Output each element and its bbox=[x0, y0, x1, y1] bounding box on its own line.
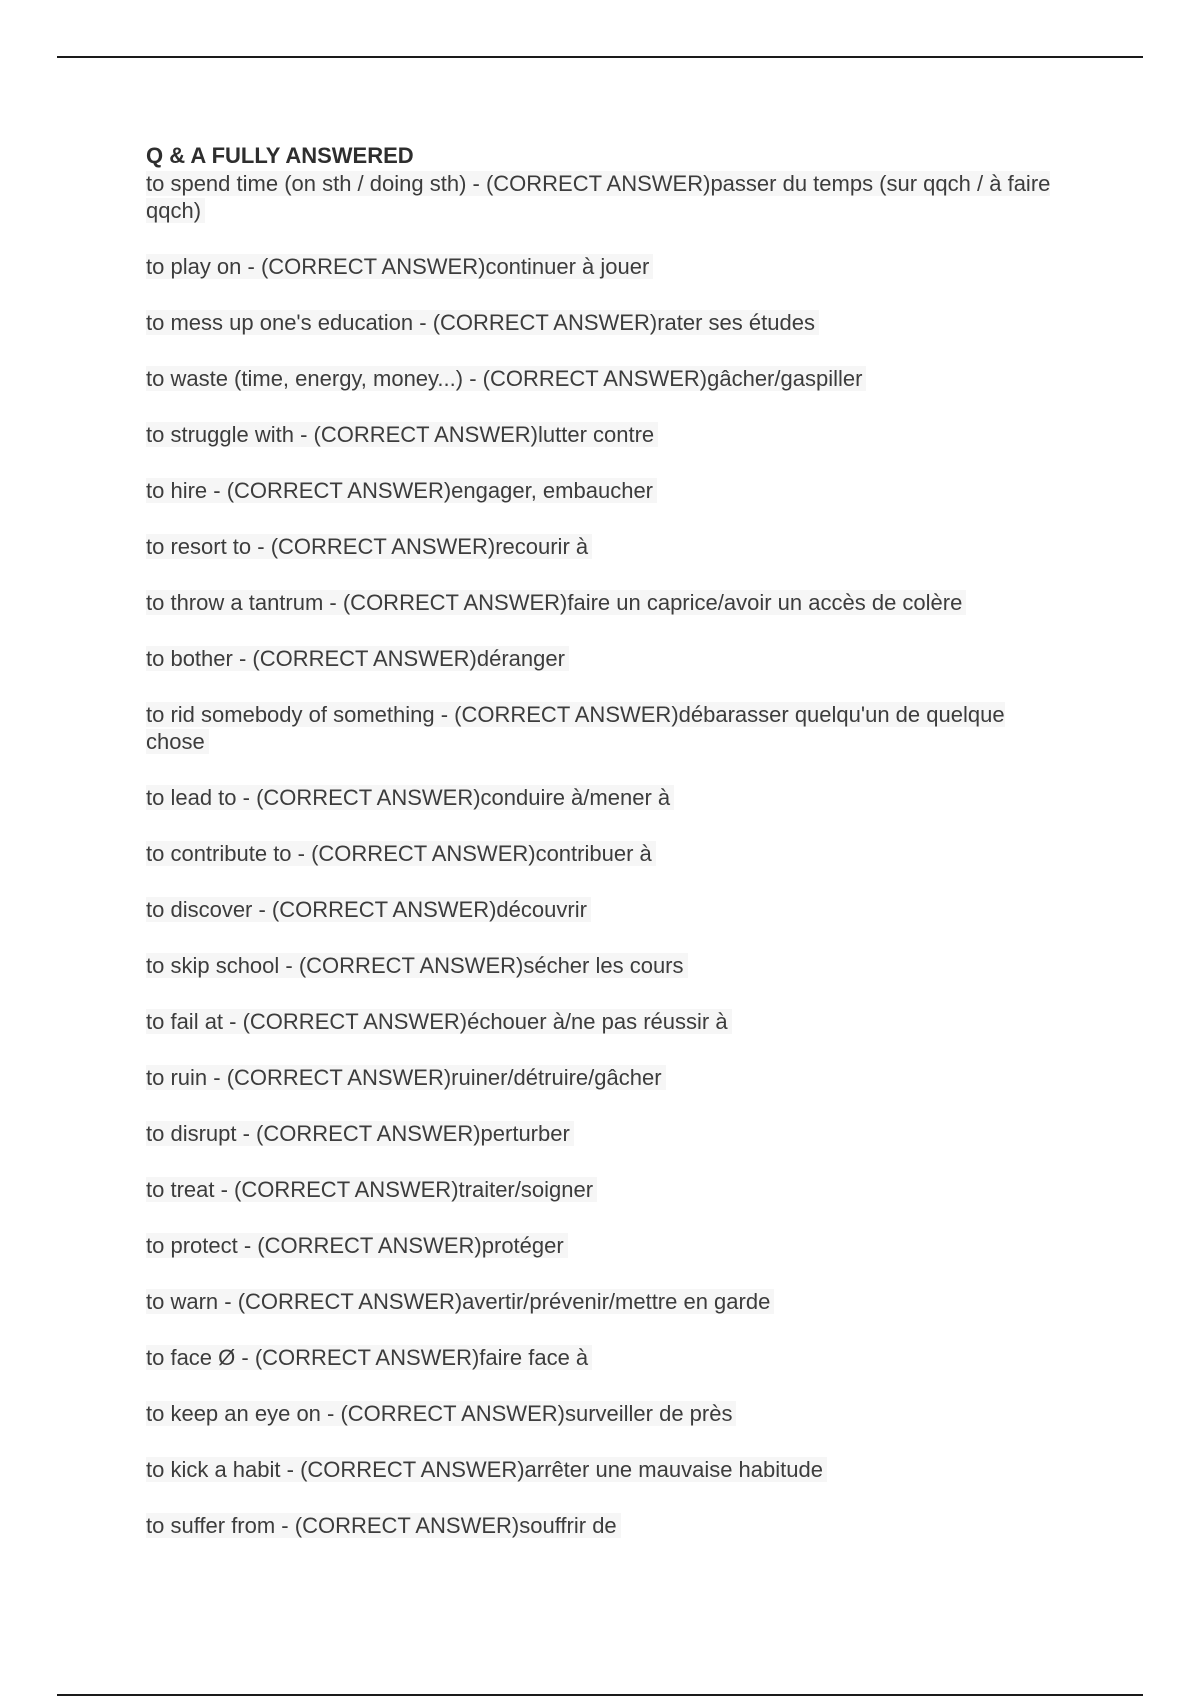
qa-entry-text: to lead to - (CORRECT ANSWER)conduire à/mener à bbox=[146, 785, 674, 810]
qa-entry bbox=[146, 1176, 1066, 1203]
qa-entry bbox=[146, 1120, 1066, 1147]
qa-entry bbox=[146, 1232, 1066, 1259]
qa-entry-text: to throw a tantrum - (CORRECT ANSWER)faire un caprice/avoir un accès de colère bbox=[146, 590, 966, 615]
qa-entry bbox=[146, 1344, 1066, 1371]
qa-entry-text: to spend time (on sth / doing sth) - (CORRECT ANSWER)passer du temps (sur qqch / à faire qqch) bbox=[146, 171, 1051, 223]
qa-entry-text: to mess up one's education - (CORRECT ANSWER)rater ses études bbox=[146, 310, 819, 335]
footer-rule bbox=[57, 1694, 1143, 1696]
qa-entry-text: to face Ø - (CORRECT ANSWER)faire face à bbox=[146, 1345, 592, 1370]
qa-entry-text: to protect - (CORRECT ANSWER)protéger bbox=[146, 1233, 568, 1258]
qa-entry-text: to suffer from - (CORRECT ANSWER)souffrir de bbox=[146, 1513, 621, 1538]
qa-entry bbox=[146, 533, 1066, 560]
qa-entry-text: to hire - (CORRECT ANSWER)engager, embaucher bbox=[146, 478, 657, 503]
qa-entry bbox=[146, 1456, 1066, 1483]
qa-entry bbox=[146, 1512, 1066, 1539]
qa-list bbox=[146, 170, 1066, 1539]
qa-entry bbox=[146, 896, 1066, 923]
qa-entry-text: to play on - (CORRECT ANSWER)continuer à jouer bbox=[146, 254, 653, 279]
qa-entry-text: to discover - (CORRECT ANSWER)découvrir bbox=[146, 897, 591, 922]
qa-entry bbox=[146, 589, 1066, 616]
qa-entry bbox=[146, 840, 1066, 867]
qa-entry bbox=[146, 1008, 1066, 1035]
qa-entry-text: to struggle with - (CORRECT ANSWER)lutter contre bbox=[146, 422, 658, 447]
qa-entry-text: to disrupt - (CORRECT ANSWER)perturber bbox=[146, 1121, 574, 1146]
qa-entry bbox=[146, 645, 1066, 672]
qa-entry bbox=[146, 784, 1066, 811]
qa-entry-text: to fail at - (CORRECT ANSWER)échouer à/ne pas réussir à bbox=[146, 1009, 732, 1034]
qa-entry-text: to resort to - (CORRECT ANSWER)recourir à bbox=[146, 534, 592, 559]
qa-entry-text: to warn - (CORRECT ANSWER)avertir/prévenir/mettre en garde bbox=[146, 1289, 774, 1314]
qa-entry bbox=[146, 421, 1066, 448]
qa-entry-text: to skip school - (CORRECT ANSWER)sécher les cours bbox=[146, 953, 688, 978]
qa-entry-text: to kick a habit - (CORRECT ANSWER)arrêter une mauvaise habitude bbox=[146, 1457, 827, 1482]
qa-entry bbox=[146, 477, 1066, 504]
qa-entry bbox=[146, 253, 1066, 280]
document-body bbox=[146, 142, 1066, 1568]
qa-entry bbox=[146, 1400, 1066, 1427]
qa-entry-text: to rid somebody of something - (CORRECT ANSWER)débarasser quelqu'un de quelque chose bbox=[146, 702, 1005, 754]
qa-entry bbox=[146, 1064, 1066, 1091]
qa-entry bbox=[146, 309, 1066, 336]
header-rule bbox=[57, 56, 1143, 58]
qa-entry bbox=[146, 170, 1066, 224]
document-title: Q & A FULLY ANSWERED bbox=[146, 143, 414, 168]
qa-entry bbox=[146, 365, 1066, 392]
qa-entry bbox=[146, 701, 1066, 755]
qa-entry-text: to waste (time, energy, money...) - (CORRECT ANSWER)gâcher/gaspiller bbox=[146, 366, 866, 391]
qa-entry-text: to keep an eye on - (CORRECT ANSWER)surveiller de près bbox=[146, 1401, 736, 1426]
qa-entry bbox=[146, 1288, 1066, 1315]
qa-entry-text: to contribute to - (CORRECT ANSWER)contribuer à bbox=[146, 841, 656, 866]
qa-entry-text: to ruin - (CORRECT ANSWER)ruiner/détruire/gâcher bbox=[146, 1065, 666, 1090]
qa-entry-text: to bother - (CORRECT ANSWER)déranger bbox=[146, 646, 569, 671]
qa-entry-text: to treat - (CORRECT ANSWER)traiter/soigner bbox=[146, 1177, 597, 1202]
qa-entry bbox=[146, 952, 1066, 979]
